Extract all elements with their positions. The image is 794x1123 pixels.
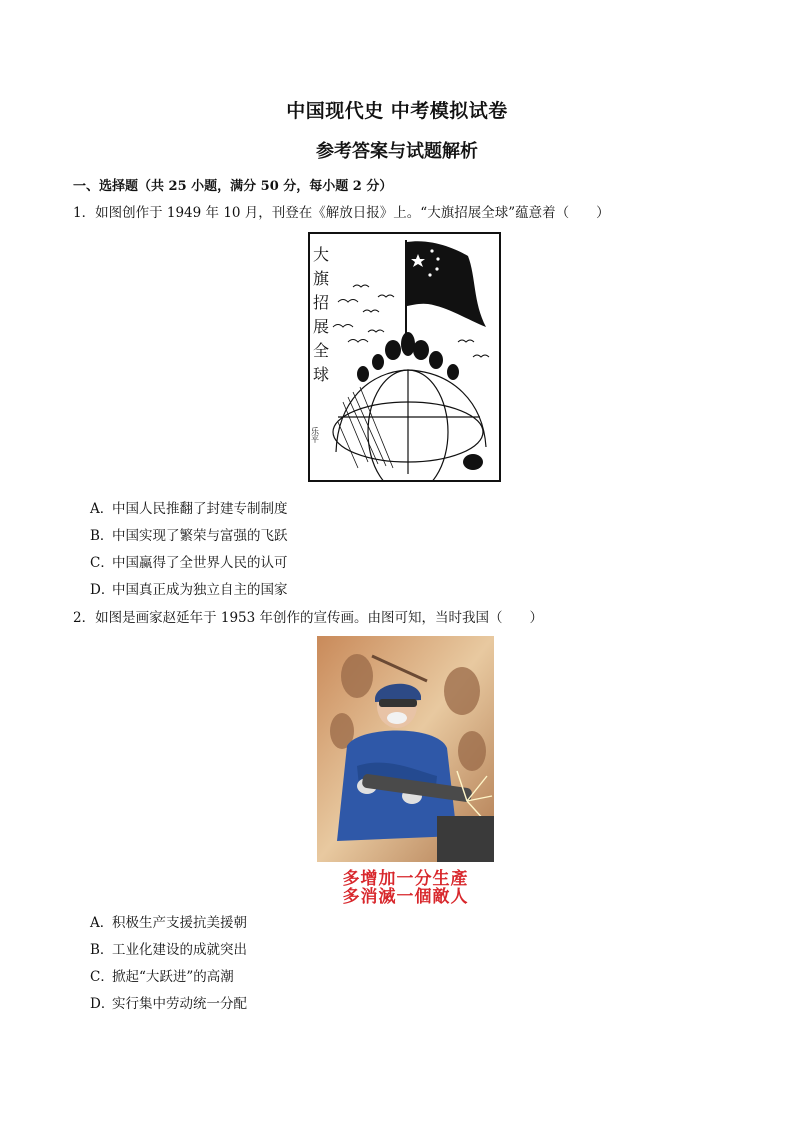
option-text: 掀起“大跃进”的高潮 <box>112 969 234 985</box>
question-2-poster <box>317 636 494 898</box>
q2-option-c[interactable] <box>90 965 234 985</box>
option-key: C． <box>90 555 114 571</box>
q1-option-a[interactable] <box>90 497 288 517</box>
figure-char: 招 <box>313 293 330 312</box>
question-1-figure <box>308 232 501 482</box>
option-text: 中国实现了繁荣与富强的飞跃 <box>112 528 288 544</box>
poster-line-2: 多消滅一個敵人 <box>342 887 469 907</box>
section-heading: 一、选择题（共 25 小题，满分 50 分，每小题 2 分） <box>73 179 393 194</box>
figure-signature: 乐平 <box>310 427 320 443</box>
q1-option-c[interactable] <box>90 551 288 571</box>
q1-option-d[interactable] <box>90 578 288 598</box>
question-1-stem: 1．如图创作于 1949 年 10 月，刊登在《解放日报》上。“大旗招展全球”蕴意着（ ） <box>73 205 610 221</box>
doc-subtitle: 参考答案与试题解析 <box>316 141 478 162</box>
option-text: 实行集中劳动统一分配 <box>112 996 247 1012</box>
option-key: B． <box>90 942 114 958</box>
option-text: 工业化建设的成就突出 <box>112 942 247 958</box>
q2-option-d[interactable] <box>90 992 247 1012</box>
option-text: 中国真正成为独立自主的国家 <box>112 582 288 598</box>
poster-line-1: 多增加一分生產 <box>342 869 469 889</box>
figure-char: 旗 <box>313 269 330 288</box>
figure-char: 球 <box>313 365 330 384</box>
q2-option-a[interactable] <box>90 911 247 931</box>
figure-char: 展 <box>313 317 330 336</box>
figure-char: 大 <box>313 245 330 264</box>
figure-char: 全 <box>313 341 330 360</box>
q2-option-b[interactable] <box>90 938 247 958</box>
option-key: B． <box>90 528 114 544</box>
option-key: D． <box>90 996 115 1012</box>
option-key: A． <box>90 501 114 517</box>
q1-option-b[interactable] <box>90 524 288 544</box>
option-key: C． <box>90 969 114 985</box>
option-text: 积极生产支援抗美援朝 <box>112 915 247 931</box>
option-key: D． <box>90 582 115 598</box>
option-key: A． <box>90 915 114 931</box>
option-text: 中国赢得了全世界人民的认可 <box>112 555 288 571</box>
question-2-stem: 2．如图是画家赵延年于 1953 年创作的宣传画。由图可知，当时我国（ ） <box>73 610 544 626</box>
doc-title: 中国现代史 中考模拟试卷 <box>286 100 508 122</box>
option-text: 中国人民推翻了封建专制制度 <box>112 501 288 517</box>
